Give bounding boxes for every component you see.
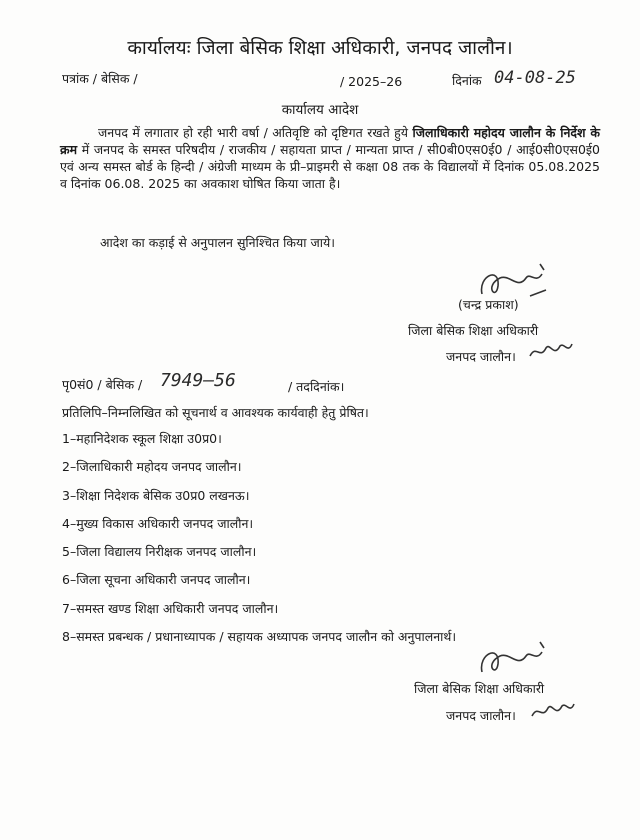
officer-name: (चन्द्र प्रकाश) [458,297,519,312]
date-label: दिनांक [452,73,482,88]
handwritten-dispatch-number: 7949–56 [160,370,236,391]
copy-intro: प्रतिलिपि–निम्नलिखित को सूचनार्थ व आवश्यक कार्यवाही हेतु प्रेषित। [62,405,369,420]
officer-district: जनपद जालौन। [446,708,516,723]
handwritten-date: 04-08-25 [494,68,576,88]
copy-list-item: 3–शिक्षा निदेशक बेसिक उ0प्र0 लखनऊ। [62,488,250,503]
copy-list-item: 4–मुख्य विकास अधिकारी जनपद जालौन। [62,516,254,531]
officer-designation: जिला बेसिक शिक्षा अधिकारी [408,323,539,338]
paragraph-text-2: में जनपद के समस्त परिषदीय / राजकीय / सहायता प्राप्त / मान्यता प्राप्त / सी0बी0एस0ई0 / आई0सी0एस0ई0 एवं अन्य समस्त बोर्ड के हिन्दी / अंग्रेजी माध्यम के प्री–प्राइमरी से कक्षा 08 तक के विद्यालयों में दिनांक 05.08.2025 व दिनांक 06.08. 2025 का अवकाश घोषित किया जाता है। [60,142,600,191]
copy-list-item: 8–समस्त प्रबन्धक / प्रधानाध्यापक / सहायक अध्यापक जनपद जालौन को अनुपालनार्थ। [62,629,457,644]
office-header: कार्यालयः जिला बेसिक शिक्षा अधिकारी, जनपद जालौन। [127,37,513,59]
compliance-line: आदेश का कड़ाई से अनुपालन सुनिश्चित किया जाये। [100,235,335,250]
copy-ref-suffix: / तददिनांक। [288,379,345,394]
order-paragraph [60,124,600,192]
copy-list-item: 5–जिला विद्यालय निरीक्षक जनपद जालौन। [62,544,257,559]
paragraph-text-1: जनपद में लगातार हो रही भारी वर्षा / अतिवृष्टि को दृष्टिगत रखते हुये [98,125,413,140]
copy-list-item: 2–जिलाधिकारी महोदय जनपद जालौन। [62,459,242,474]
order-title: कार्यालय आदेश [281,102,359,118]
initials-mark [526,340,576,364]
letter-number: पत्रांक / बेसिक / [62,71,138,86]
officer-district: जनपद जालौन। [446,349,516,364]
copy-list-item: 7–समस्त खण्ड शिक्षा अधिकारी जनपद जालौन। [62,601,279,616]
copy-list-item: 6–जिला सूचना अधिकारी जनपद जालौन। [62,572,251,587]
officer-designation: जिला बेसिक शिक्षा अधिकारी [414,681,545,696]
initials-mark [528,700,578,724]
session-year: / 2025–26 [340,74,403,89]
copy-ref-prefix: पृ0सं0 / बेसिक / [62,377,143,392]
copy-list-item: 1–महानिदेशक स्कूल शिक्षा उ0प्र0। [62,431,222,446]
paragraph-bold-text: जिलाधिकारी महोदय जालौन के निर्देश के क्रम [60,125,600,157]
